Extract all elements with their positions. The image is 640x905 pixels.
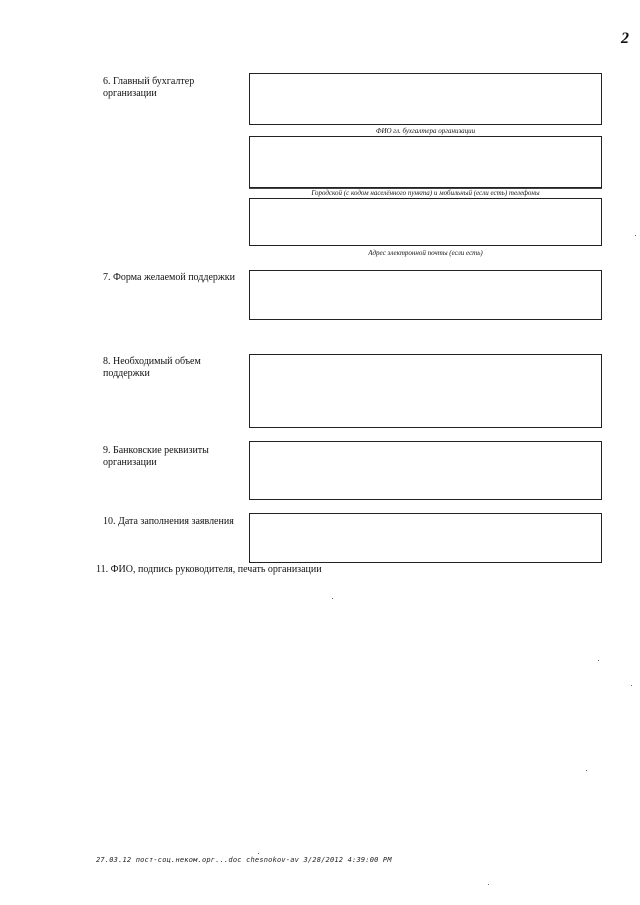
document-footer: 27.03.12 пост-соц.неком.орг...doc chesnokov-av 3/28/2012 4:39:00 PM: [96, 856, 392, 864]
chief-accountant-email-caption: Адрес электронной почты (если есть): [368, 249, 483, 257]
support-volume-label: 8. Необходимый объем поддержки: [103, 356, 201, 379]
chief-accountant-phone-caption: Городской (с кодом населённого пункта) и мобильный (если есть) телефоны: [249, 188, 602, 197]
bank-details-field[interactable]: [249, 441, 602, 500]
bank-details-label: 9. Банковские реквизиты организации: [103, 445, 209, 468]
chief-accountant-fio-caption: ФИО гл. бухгалтера организации: [375, 127, 476, 135]
chief-accountant-label: 6. Главный бухгалтер организации: [103, 76, 195, 99]
scan-speck: [635, 235, 636, 236]
support-volume-field[interactable]: [249, 354, 602, 428]
chief-accountant-fio-field[interactable]: [249, 73, 602, 125]
scan-speck: [598, 660, 599, 661]
application-date-field[interactable]: [249, 513, 602, 563]
support-form-label: 7. Форма желаемой поддержки: [103, 272, 236, 283]
signature-label: 11. ФИО, подпись руководителя, печать организации: [96, 564, 322, 575]
chief-accountant-phone-field[interactable]: [249, 136, 602, 188]
scan-speck: [586, 770, 587, 771]
chief-accountant-email-field[interactable]: [249, 198, 602, 246]
application-date-label: 10. Дата заполнения заявления: [103, 516, 234, 527]
scan-speck: [631, 685, 632, 686]
page-number: 2: [621, 30, 629, 47]
scan-speck: [488, 884, 489, 885]
scan-speck: [332, 598, 333, 599]
scan-speck: [258, 853, 259, 854]
support-form-field[interactable]: [249, 270, 602, 320]
